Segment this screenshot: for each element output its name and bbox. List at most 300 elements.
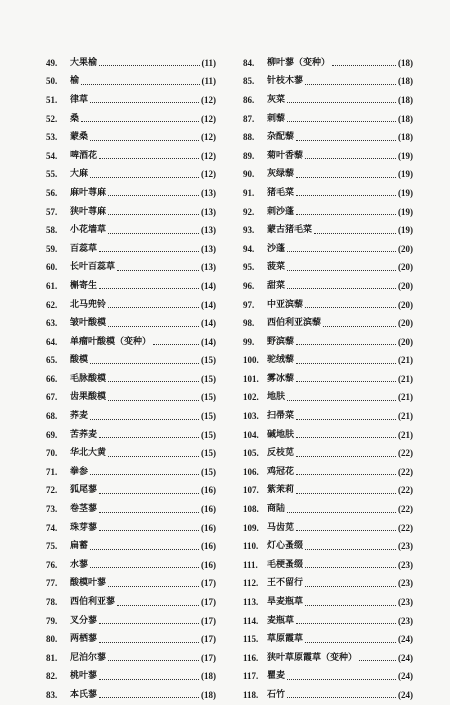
dot-leader (296, 380, 396, 382)
entry-page-number: (21) (398, 355, 413, 366)
entry-number: 56. (46, 187, 58, 198)
entry-page-number: (18) (398, 76, 413, 87)
entry-page-number: (24) (398, 652, 413, 663)
entry-page-number: (18) (201, 689, 216, 700)
entry-title: 甜菜 (267, 280, 286, 291)
dot-leader (287, 250, 396, 252)
entry-number: 61. (46, 280, 58, 291)
entry-title: 草原霞草 (267, 634, 304, 645)
dot-leader (99, 492, 199, 494)
entry-page-number: (23) (398, 597, 413, 608)
toc-entry (243, 333, 413, 352)
entry-page-number: (19) (398, 225, 413, 236)
entry-title: 大麻 (70, 169, 89, 180)
toc-entry (243, 73, 413, 92)
entry-page-number: (17) (201, 652, 216, 663)
entry-page-number: (15) (201, 355, 216, 366)
entry-number: 117. (243, 671, 259, 682)
dot-leader (296, 139, 396, 141)
entry-number: 92. (243, 206, 255, 217)
entry-number: 62. (46, 299, 58, 310)
toc-entry (46, 259, 216, 278)
entry-number: 54. (46, 150, 58, 161)
entry-page-number: (24) (398, 634, 413, 645)
toc-entry (243, 166, 413, 185)
dot-leader (305, 83, 396, 85)
entry-page-number: (20) (398, 262, 413, 273)
entry-number: 116. (243, 652, 259, 663)
entry-number: 49. (46, 57, 58, 68)
entry-page-number: (15) (201, 448, 216, 459)
entry-page-number: (17) (201, 597, 216, 608)
entry-title: 单瘤叶酸模（变种） (70, 336, 152, 347)
toc-entry (243, 110, 413, 129)
dot-leader (108, 213, 199, 215)
toc-entry (243, 556, 413, 575)
entry-page-number: (22) (398, 522, 413, 533)
toc-entry (46, 482, 216, 501)
entry-number: 84. (243, 57, 255, 68)
entry-number: 106. (243, 466, 259, 477)
dot-leader (296, 418, 396, 420)
dot-leader (108, 585, 199, 587)
entry-page-number: (18) (398, 113, 413, 124)
toc-entry (46, 407, 216, 426)
entry-number: 80. (46, 634, 58, 645)
dot-leader (99, 436, 199, 438)
entry-number: 112. (243, 578, 259, 589)
toc-entry (243, 259, 413, 278)
dot-leader (305, 548, 396, 550)
entry-number: 79. (46, 615, 58, 626)
dot-leader (90, 473, 199, 475)
entry-page-number: (17) (201, 615, 216, 626)
entry-number: 87. (243, 113, 255, 124)
entry-title: 柳叶蓼（变种） (267, 57, 331, 68)
entry-title: 鸡冠花 (267, 466, 295, 477)
entry-title: 猪毛菜 (267, 187, 295, 198)
entry-page-number: (16) (201, 522, 216, 533)
toc-entry (243, 593, 413, 612)
dot-leader (117, 269, 199, 271)
dot-leader (108, 380, 199, 382)
entry-page-number: (12) (201, 150, 216, 161)
toc-entry (243, 426, 413, 445)
toc-entry (243, 575, 413, 594)
entry-number: 99. (243, 336, 255, 347)
entry-number: 111. (243, 559, 258, 570)
entry-page-number: (14) (201, 318, 216, 329)
toc-entry (46, 668, 216, 687)
entry-number: 115. (243, 634, 259, 645)
toc-entry (243, 296, 413, 315)
entry-title: 尼泊尔蓼 (70, 652, 107, 663)
entry-page-number: (20) (398, 299, 413, 310)
entry-page-number: (18) (398, 132, 413, 143)
entry-title: 长叶百蕊草 (70, 262, 116, 273)
entry-number: 81. (46, 652, 58, 663)
dot-leader (90, 176, 199, 178)
entry-number: 63. (46, 318, 58, 329)
entry-page-number: (20) (398, 336, 413, 347)
entry-title: 扁蓄 (70, 541, 89, 552)
entry-number: 103. (243, 411, 259, 422)
dot-leader (296, 473, 396, 475)
entry-title: 小花墙草 (70, 225, 107, 236)
toc-entry (243, 649, 413, 668)
entry-number: 50. (46, 76, 58, 87)
entry-title: 石竹 (267, 689, 286, 700)
dot-leader (90, 548, 199, 550)
entry-number: 73. (46, 504, 58, 515)
toc-entry (243, 519, 413, 538)
entry-title: 狭叶草原霞草（变种） (267, 652, 358, 663)
entry-number: 102. (243, 392, 259, 403)
entry-title: 皱叶酸模 (70, 318, 107, 329)
entry-title: 槲寄生 (70, 280, 98, 291)
entry-title: 狐尾蓼 (70, 485, 98, 496)
dot-leader (99, 64, 199, 66)
entry-title: 苦荞麦 (70, 429, 98, 440)
entry-page-number: (15) (201, 373, 216, 384)
entry-page-number: (12) (201, 113, 216, 124)
dot-leader (296, 176, 396, 178)
entry-page-number: (18) (201, 671, 216, 682)
toc-entry (243, 612, 413, 631)
entry-title: 麻叶荨麻 (70, 187, 107, 198)
entry-page-number: (13) (201, 225, 216, 236)
dot-leader (287, 678, 396, 680)
entry-page-number: (12) (201, 132, 216, 143)
entry-page-number: (23) (398, 559, 413, 570)
entry-page-number: (20) (398, 280, 413, 291)
entry-title: 地肤 (267, 392, 286, 403)
dot-leader (287, 120, 396, 122)
dot-leader (305, 157, 396, 159)
entry-page-number: (19) (398, 169, 413, 180)
dot-leader (153, 343, 199, 345)
toc-entry (46, 444, 216, 463)
dot-leader (99, 529, 199, 531)
entry-page-number: (15) (201, 411, 216, 422)
dot-leader (305, 641, 396, 643)
dot-leader (296, 622, 396, 624)
entry-title: 水蓼 (70, 559, 89, 570)
toc-entry (46, 147, 216, 166)
toc-entry (46, 352, 216, 371)
entry-number: 65. (46, 355, 58, 366)
entry-number: 68. (46, 411, 58, 422)
dot-leader (359, 659, 396, 661)
entry-title: 华北大黄 (70, 448, 107, 459)
entry-title: 荞麦 (70, 411, 89, 422)
toc-entry (243, 482, 413, 501)
toc-entry (46, 630, 216, 649)
entry-title: 啤酒花 (70, 150, 98, 161)
entry-title: 毛梗蚤缀 (267, 559, 304, 570)
entry-page-number: (22) (398, 504, 413, 515)
toc-entry (243, 277, 413, 296)
entry-title: 紫茉莉 (267, 485, 295, 496)
toc-entry (243, 184, 413, 203)
entry-title: 律草 (70, 94, 89, 105)
toc-entry (46, 426, 216, 445)
entry-number: 94. (243, 243, 255, 254)
dot-leader (108, 659, 199, 661)
toc-entry (46, 73, 216, 92)
toc-entry (243, 147, 413, 166)
entry-number: 93. (243, 225, 255, 236)
toc-entry (243, 221, 413, 240)
toc-entry (46, 54, 216, 73)
toc-entry (46, 221, 216, 240)
entry-page-number: (14) (201, 299, 216, 310)
entry-title: 蒙桑 (70, 132, 89, 143)
entry-title: 珠芽蓼 (70, 522, 98, 533)
dot-leader (296, 455, 396, 457)
dot-leader (90, 362, 199, 364)
entry-title: 本氏蓼 (70, 689, 98, 700)
dot-leader (287, 287, 396, 289)
entry-title: 桃叶蓼 (70, 671, 98, 682)
entry-number: 57. (46, 206, 58, 217)
entry-number: 113. (243, 597, 259, 608)
dot-leader (332, 64, 396, 66)
toc-entry (46, 91, 216, 110)
toc-entry (46, 389, 216, 408)
entry-page-number: (15) (201, 392, 216, 403)
entry-title: 刺藜 (267, 113, 286, 124)
dot-leader (90, 566, 199, 568)
entry-page-number: (24) (398, 671, 413, 682)
entry-title: 灰绿藜 (267, 169, 295, 180)
entry-page-number: (19) (398, 187, 413, 198)
entry-number: 67. (46, 392, 58, 403)
toc-entry (243, 407, 413, 426)
entry-title: 扫帚菜 (267, 411, 295, 422)
dot-leader (108, 194, 199, 196)
toc-entry (46, 184, 216, 203)
entry-number: 88. (243, 132, 255, 143)
entry-number: 60. (46, 262, 58, 273)
entry-number: 118. (243, 689, 259, 700)
entry-number: 91. (243, 187, 255, 198)
entry-page-number: (13) (201, 187, 216, 198)
entry-title: 狭叶荨麻 (70, 206, 107, 217)
entry-page-number: (16) (201, 559, 216, 570)
toc-entry (46, 463, 216, 482)
entry-page-number: (21) (398, 373, 413, 384)
entry-number: 101. (243, 373, 259, 384)
dot-leader (296, 213, 396, 215)
dot-leader (99, 641, 199, 643)
entry-page-number: (19) (398, 206, 413, 217)
entry-number: 59. (46, 243, 58, 254)
entry-page-number: (12) (201, 169, 216, 180)
entry-number: 69. (46, 429, 58, 440)
toc-entry (46, 649, 216, 668)
dot-leader (305, 566, 396, 568)
toc-entry (46, 333, 216, 352)
entry-page-number: (11) (201, 57, 216, 68)
dot-leader (108, 306, 199, 308)
entry-title: 酸模叶蓼 (70, 578, 107, 589)
entry-page-number: (23) (398, 615, 413, 626)
entry-number: 70. (46, 448, 58, 459)
dot-leader (99, 250, 199, 252)
entry-title: 蒙古猪毛菜 (267, 225, 313, 236)
entry-number: 51. (46, 94, 58, 105)
entry-page-number: (22) (398, 466, 413, 477)
entry-title: 灯心蚤缀 (267, 541, 304, 552)
entry-title: 反枝苋 (267, 448, 295, 459)
dot-leader (90, 101, 199, 103)
entry-page-number: (13) (201, 243, 216, 254)
entry-number: 100. (243, 355, 259, 366)
entry-page-number: (14) (201, 280, 216, 291)
entry-number: 58. (46, 225, 58, 236)
entry-title: 沙蓬 (267, 243, 286, 254)
entry-number: 114. (243, 615, 259, 626)
entry-number: 64. (46, 336, 58, 347)
toc-entry (46, 593, 216, 612)
toc-entry (46, 686, 216, 705)
toc-entry (46, 575, 216, 594)
entry-title: 驼绒藜 (267, 355, 295, 366)
entry-number: 107. (243, 485, 259, 496)
entry-title: 麦瓶草 (267, 615, 295, 626)
entry-number: 82. (46, 671, 58, 682)
toc-entry (243, 314, 413, 333)
toc-entry (243, 352, 413, 371)
toc-entry (46, 128, 216, 147)
entry-number: 98. (243, 318, 255, 329)
entry-title: 百蕊草 (70, 243, 98, 254)
dot-leader (305, 604, 396, 606)
entry-page-number: (15) (201, 466, 216, 477)
toc-entry (243, 500, 413, 519)
toc-entry (243, 240, 413, 259)
dot-leader (296, 529, 396, 531)
dot-leader (287, 511, 396, 513)
entry-title: 大果榆 (70, 57, 98, 68)
dot-leader (296, 343, 396, 345)
toc-entry (46, 612, 216, 631)
entry-title: 商陆 (267, 504, 286, 515)
entry-page-number: (12) (201, 94, 216, 105)
entry-number: 83. (46, 689, 58, 700)
entry-page-number: (19) (398, 150, 413, 161)
entry-title: 北马兜铃 (70, 299, 107, 310)
dot-leader (81, 83, 199, 85)
dot-leader (81, 120, 199, 122)
dot-leader (287, 399, 396, 401)
entry-page-number: (16) (201, 541, 216, 552)
entry-title: 中亚滨藜 (267, 299, 304, 310)
entry-title: 桑 (70, 113, 80, 124)
entry-number: 76. (46, 559, 58, 570)
entry-title: 菊叶香藜 (267, 150, 304, 161)
entry-page-number: (17) (201, 634, 216, 645)
entry-number: 66. (46, 373, 58, 384)
toc-column-left (46, 54, 216, 705)
toc-entry (243, 54, 413, 73)
dot-leader (117, 604, 199, 606)
dot-leader (296, 194, 396, 196)
entry-page-number: (24) (398, 689, 413, 700)
entry-number: 85. (243, 76, 255, 87)
entry-number: 72. (46, 485, 58, 496)
entry-page-number: (18) (398, 94, 413, 105)
entry-page-number: (13) (201, 206, 216, 217)
entry-number: 86. (243, 94, 255, 105)
entry-number: 78. (46, 597, 58, 608)
dot-leader (99, 696, 199, 698)
toc-entry (46, 166, 216, 185)
entry-title: 酸模 (70, 355, 89, 366)
entry-number: 104. (243, 429, 259, 440)
toc-entry (46, 537, 216, 556)
dot-leader (99, 622, 199, 624)
dot-leader (287, 269, 396, 271)
entry-title: 卷茎蓼 (70, 504, 98, 515)
entry-number: 110. (243, 541, 259, 552)
toc-entry (46, 110, 216, 129)
entry-page-number: (23) (398, 541, 413, 552)
entry-number: 53. (46, 132, 58, 143)
entry-page-number: (22) (398, 485, 413, 496)
toc-entry (243, 203, 413, 222)
entry-title: 西伯利亚蓼 (70, 597, 116, 608)
entry-number: 75. (46, 541, 58, 552)
entry-number: 97. (243, 299, 255, 310)
toc-entry (46, 314, 216, 333)
entry-number: 96. (243, 280, 255, 291)
dot-leader (108, 232, 199, 234)
dot-leader (323, 325, 396, 327)
entry-page-number: (16) (201, 485, 216, 496)
dot-leader (305, 306, 396, 308)
dot-leader (90, 139, 199, 141)
dot-leader (99, 157, 199, 159)
entry-title: 王不留行 (267, 578, 304, 589)
toc-entry (243, 537, 413, 556)
entry-page-number: (11) (201, 76, 216, 87)
entry-page-number: (15) (201, 429, 216, 440)
entry-title: 针枝木蓼 (267, 76, 304, 87)
dot-leader (108, 455, 199, 457)
entry-title: 榆 (70, 76, 80, 87)
entry-page-number: (18) (398, 57, 413, 68)
entry-number: 77. (46, 578, 58, 589)
toc-entry (46, 203, 216, 222)
toc-entry (46, 500, 216, 519)
toc-entry (243, 128, 413, 147)
dot-leader (296, 492, 396, 494)
entry-number: 71. (46, 466, 58, 477)
entry-title: 叉分蓼 (70, 615, 98, 626)
entry-title: 两栖蓼 (70, 634, 98, 645)
entry-title: 雾冰藜 (267, 373, 295, 384)
dot-leader (99, 511, 199, 513)
entry-title: 野滨藜 (267, 336, 295, 347)
entry-page-number: (23) (398, 578, 413, 589)
entry-number: 90. (243, 169, 255, 180)
entry-title: 齿果酸模 (70, 392, 107, 403)
entry-number: 52. (46, 113, 58, 124)
toc-entry (243, 668, 413, 687)
entry-title: 西伯利亚滨藜 (267, 318, 322, 329)
